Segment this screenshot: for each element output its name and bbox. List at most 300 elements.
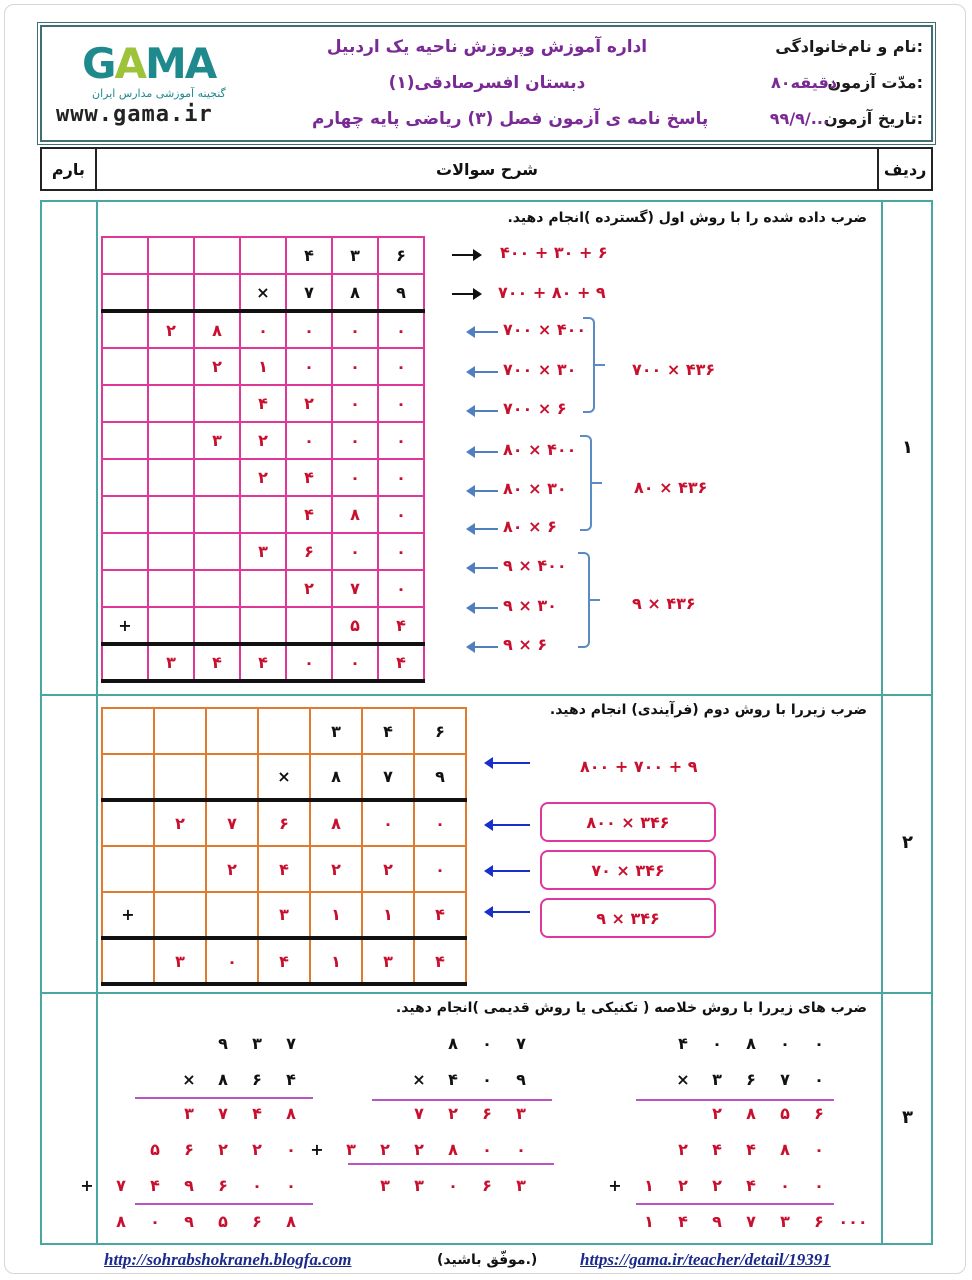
q3-digit: ۷ bbox=[746, 1212, 756, 1231]
grid-cell bbox=[154, 892, 206, 938]
group-brace bbox=[583, 317, 595, 413]
grid-cell: ۳ bbox=[148, 644, 194, 681]
grid-cell bbox=[206, 892, 258, 938]
q3-digit: ۵ bbox=[218, 1212, 228, 1231]
sum-line bbox=[135, 1097, 313, 1099]
date-value: ۹۹/۹/... bbox=[769, 109, 829, 128]
q3-digit: ۴ bbox=[678, 1212, 688, 1231]
q3-digit: ۳ bbox=[380, 1176, 390, 1195]
q3-digit: + bbox=[80, 1176, 94, 1195]
q3-digit: ۰ bbox=[780, 1034, 790, 1053]
q1-group: ۸۰ × ۴۳۶ bbox=[634, 478, 708, 497]
q3-digit: × bbox=[182, 1070, 196, 1089]
duration-label: مدّت آزمون: bbox=[827, 73, 923, 92]
left-arrow-icon bbox=[468, 528, 498, 530]
grid-cell: ۰ bbox=[414, 846, 466, 892]
grid-cell: ۱ bbox=[310, 938, 362, 984]
q3-row bbox=[436, 1034, 538, 1053]
q3-digit: ۰ bbox=[814, 1140, 824, 1159]
q3-digit: ۰ bbox=[814, 1176, 824, 1195]
q3-digit: ۴ bbox=[448, 1070, 458, 1089]
q3-digit: ۰ bbox=[482, 1034, 492, 1053]
grid-cell: ۰ bbox=[332, 533, 378, 570]
grid-cell bbox=[102, 459, 148, 496]
grid-row bbox=[102, 459, 424, 496]
q3-digit: ۰۰۰ bbox=[838, 1212, 868, 1231]
grid-cell: ۰ bbox=[378, 348, 424, 385]
q3-row bbox=[138, 1140, 308, 1159]
q3-digit: ۸ bbox=[116, 1212, 126, 1231]
grid-cell bbox=[102, 348, 148, 385]
q2-partial-box: ۷۰ × ۳۴۶ bbox=[540, 850, 716, 890]
grid-row bbox=[102, 708, 466, 754]
grid-row bbox=[102, 422, 424, 459]
grid-cell: ۷ bbox=[332, 570, 378, 607]
grid-cell: + bbox=[102, 892, 154, 938]
grid-cell bbox=[258, 708, 310, 754]
q3-digit: ۸ bbox=[780, 1140, 790, 1159]
q3-digit: ۰ bbox=[516, 1140, 526, 1159]
q3-digit: ۰ bbox=[286, 1176, 296, 1195]
grid-cell: × bbox=[258, 754, 310, 800]
q3-digit: ۰ bbox=[252, 1176, 262, 1195]
row-column-header: ردیف bbox=[877, 149, 931, 189]
right-arrow-icon bbox=[452, 293, 480, 295]
grid-cell bbox=[194, 237, 240, 274]
q3-digit: ۰ bbox=[448, 1176, 458, 1195]
q3-digit: ۱ bbox=[644, 1176, 654, 1195]
grid-cell bbox=[206, 754, 258, 800]
grid-cell: ۲ bbox=[310, 846, 362, 892]
q1-partial: ۷۰۰ × ۴۰۰ bbox=[503, 320, 587, 339]
grid-cell bbox=[240, 570, 286, 607]
grid-cell bbox=[240, 496, 286, 533]
q3-digit: ۱ bbox=[644, 1212, 654, 1231]
grid-cell: ۶ bbox=[286, 533, 332, 570]
grid-cell: ۰ bbox=[286, 422, 332, 459]
left-arrow-icon bbox=[486, 762, 530, 764]
grid-cell: ۴ bbox=[286, 496, 332, 533]
q3-digit: ۹ bbox=[184, 1176, 194, 1195]
grid-row bbox=[102, 846, 466, 892]
grid-cell bbox=[194, 459, 240, 496]
grid-cell: ۰ bbox=[286, 311, 332, 348]
grid-cell: ۲ bbox=[194, 348, 240, 385]
grid-cell: ۴ bbox=[378, 644, 424, 681]
q3-digit: ۴ bbox=[746, 1140, 756, 1159]
grid-cell bbox=[154, 708, 206, 754]
grid-cell: ۹ bbox=[414, 754, 466, 800]
grid-cell bbox=[102, 311, 148, 348]
grid-cell bbox=[148, 607, 194, 644]
q3-digit: ۶ bbox=[184, 1140, 194, 1159]
q3-digit: ۰ bbox=[482, 1140, 492, 1159]
q3-digit: ۴ bbox=[286, 1070, 296, 1089]
grid-cell: ۰ bbox=[332, 644, 378, 681]
grid-cell bbox=[286, 607, 332, 644]
grid-cell: ۹ bbox=[378, 274, 424, 311]
grid-cell: ۴ bbox=[258, 846, 310, 892]
grid-cell: ۰ bbox=[378, 385, 424, 422]
question-text: ضرب داده شده را با روش اول (گسترده )انجام دهید. bbox=[507, 210, 867, 226]
grid-cell: ۰ bbox=[206, 938, 258, 984]
sum-line bbox=[372, 1099, 552, 1101]
q3-digit: ۲ bbox=[218, 1140, 228, 1159]
blog-link[interactable]: http://sohrabshokraneh.blogfa.com bbox=[104, 1250, 352, 1269]
description-column-header: شرح سوالات bbox=[95, 149, 877, 189]
grid-cell: ۴ bbox=[286, 237, 332, 274]
q1-expansion: ۴۰۰ + ۳۰ + ۶ bbox=[500, 243, 608, 262]
group-brace bbox=[578, 552, 590, 648]
grid-cell: ۴ bbox=[414, 892, 466, 938]
q3-digit: ۲ bbox=[448, 1104, 458, 1123]
left-arrow-icon bbox=[468, 371, 498, 373]
name-label: نام و نام‌خانوادگی: bbox=[775, 37, 923, 56]
q1-group: ۷۰۰ × ۴۳۶ bbox=[632, 360, 716, 379]
grid-cell bbox=[102, 533, 148, 570]
question-text: ضرب های زیررا با روش خلاصه ( تکنیکی یا روش قدیمی )انجام دهید. bbox=[395, 1000, 867, 1016]
q3-digit: ۰ bbox=[814, 1034, 824, 1053]
q3-digit: ۰ bbox=[150, 1212, 160, 1231]
grid-cell: ۰ bbox=[378, 533, 424, 570]
grid-cell bbox=[148, 459, 194, 496]
grid-cell bbox=[102, 385, 148, 422]
grid-cell: ۶ bbox=[258, 800, 310, 846]
grid-cell: ۰ bbox=[414, 800, 466, 846]
q3-digit: × bbox=[676, 1070, 690, 1089]
grid-cell: ۳ bbox=[154, 938, 206, 984]
grid-cell: ۴ bbox=[414, 938, 466, 984]
grid-cell: ۰ bbox=[240, 311, 286, 348]
q3-digit: + bbox=[310, 1140, 324, 1159]
grid-row bbox=[102, 570, 424, 607]
grid-cell: ۱ bbox=[240, 348, 286, 385]
grid-cell bbox=[148, 274, 194, 311]
q3-digit: ۸ bbox=[218, 1070, 228, 1089]
grid-cell: ۳ bbox=[240, 533, 286, 570]
grid-cell: ۳ bbox=[332, 237, 378, 274]
grid-row bbox=[102, 496, 424, 533]
grid-cell: ۷ bbox=[206, 800, 258, 846]
grid-row bbox=[102, 274, 424, 311]
right-arrow-icon bbox=[452, 254, 480, 256]
left-arrow-icon bbox=[468, 607, 498, 609]
grid-cell bbox=[102, 274, 148, 311]
grid-cell bbox=[194, 570, 240, 607]
q2-partial-box: ۸۰۰ × ۳۴۶ bbox=[540, 802, 716, 842]
q3-digit: ۹ bbox=[184, 1212, 194, 1231]
grid-row bbox=[102, 348, 424, 385]
left-arrow-icon bbox=[468, 567, 498, 569]
grid-row bbox=[102, 892, 466, 938]
grid-cell bbox=[154, 754, 206, 800]
q3-row bbox=[172, 1070, 308, 1089]
q3-digit: ۶ bbox=[482, 1176, 492, 1195]
q3-digit: ۶ bbox=[746, 1070, 756, 1089]
q1-multiplication-grid bbox=[101, 236, 425, 683]
grid-cell: ۶ bbox=[414, 708, 466, 754]
q3-digit: ۳ bbox=[516, 1176, 526, 1195]
grid-cell: ۴ bbox=[378, 607, 424, 644]
q3-digit: ۲ bbox=[414, 1140, 424, 1159]
grid-cell bbox=[102, 496, 148, 533]
question-number: ۲ bbox=[902, 832, 913, 853]
left-arrow-icon bbox=[468, 410, 498, 412]
q1-group: ۹ × ۴۳۶ bbox=[632, 594, 696, 613]
grid-cell: ۱ bbox=[362, 892, 414, 938]
grid-cell: ۰ bbox=[332, 385, 378, 422]
grid-cell: ۴ bbox=[194, 644, 240, 681]
grid-cell: ۴ bbox=[240, 385, 286, 422]
q3-digit: ۴ bbox=[252, 1104, 262, 1123]
grid-cell bbox=[148, 570, 194, 607]
q3-digit: ۷ bbox=[516, 1034, 526, 1053]
grid-cell: ۰ bbox=[286, 348, 332, 385]
q2-expansion: ۸۰۰ + ۷۰۰ + ۹ bbox=[580, 757, 698, 776]
grid-row bbox=[102, 385, 424, 422]
duration-value: ۸۰دقیقه bbox=[771, 73, 837, 92]
q3-digit: ۸ bbox=[746, 1104, 756, 1123]
grid-cell: ۳ bbox=[258, 892, 310, 938]
sum-line bbox=[636, 1099, 834, 1101]
q3-digit: ۲ bbox=[678, 1176, 688, 1195]
q3-digit: ۹ bbox=[218, 1034, 228, 1053]
exam-title: پاسخ نامه ی آزمون فصل (۳) ریاضی پایه چهارم bbox=[312, 109, 709, 129]
q3-row bbox=[300, 1140, 538, 1159]
q3-digit: ۸ bbox=[448, 1140, 458, 1159]
grid-cell: + bbox=[102, 607, 148, 644]
left-arrow-icon bbox=[486, 824, 530, 826]
grid-cell: ۴ bbox=[286, 459, 332, 496]
grid-cell bbox=[194, 385, 240, 422]
grid-cell bbox=[194, 496, 240, 533]
q1-partial: ۷۰۰ × ۶ bbox=[503, 399, 567, 418]
q3-digit: ۴ bbox=[746, 1176, 756, 1195]
grid-row bbox=[102, 533, 424, 570]
grid-cell: ۲ bbox=[206, 846, 258, 892]
q3-digit: ۳ bbox=[252, 1034, 262, 1053]
question-number: ۳ bbox=[902, 1107, 913, 1128]
grid-cell: ۸ bbox=[332, 274, 378, 311]
left-arrow-icon bbox=[486, 870, 530, 872]
grid-row bbox=[102, 644, 424, 681]
office-title: اداره آموزش وپروزش ناحیه یک اردبیل bbox=[326, 37, 648, 57]
q2-partial-box: ۹ × ۳۴۶ bbox=[540, 898, 716, 938]
grid-row bbox=[102, 311, 424, 348]
grid-cell: ۲ bbox=[286, 570, 332, 607]
q3-row bbox=[172, 1104, 308, 1123]
grid-cell: ۲ bbox=[240, 422, 286, 459]
q3-digit: ۸ bbox=[746, 1034, 756, 1053]
q3-digit: ۴ bbox=[678, 1034, 688, 1053]
q3-digit: ۹ bbox=[516, 1070, 526, 1089]
q3-digit: ۳ bbox=[414, 1176, 424, 1195]
q3-digit: ۰ bbox=[712, 1034, 722, 1053]
grid-cell: ۳ bbox=[310, 708, 362, 754]
grid-row bbox=[102, 237, 424, 274]
grid-cell bbox=[148, 533, 194, 570]
grid-cell: ۲ bbox=[286, 385, 332, 422]
grid-cell: ۰ bbox=[378, 422, 424, 459]
q3-digit: ۹ bbox=[712, 1212, 722, 1231]
q3-digit: ۰ bbox=[780, 1176, 790, 1195]
left-arrow-icon bbox=[468, 490, 498, 492]
grid-cell bbox=[148, 348, 194, 385]
grid-cell: × bbox=[240, 274, 286, 311]
q3-digit: ۷ bbox=[286, 1034, 296, 1053]
group-brace bbox=[580, 435, 592, 531]
q3-digit: ۷ bbox=[414, 1104, 424, 1123]
q3-digit: ۶ bbox=[814, 1212, 824, 1231]
left-arrow-icon bbox=[486, 911, 530, 913]
grid-cell bbox=[102, 846, 154, 892]
grid-cell: ۱ bbox=[310, 892, 362, 938]
q3-row bbox=[104, 1212, 308, 1231]
q3-digit: ۸ bbox=[448, 1034, 458, 1053]
grid-cell: ۰ bbox=[332, 459, 378, 496]
q3-row bbox=[598, 1176, 836, 1195]
question-number: ۱ bbox=[902, 437, 913, 458]
grid-cell bbox=[194, 533, 240, 570]
question-text: ضرب زیررا با روش دوم (فرآیندی) انجام دهید. bbox=[549, 702, 867, 718]
grid-cell bbox=[194, 607, 240, 644]
grid-row bbox=[102, 754, 466, 800]
grid-cell: ۶ bbox=[378, 237, 424, 274]
grid-row bbox=[102, 800, 466, 846]
grid-cell: ۴ bbox=[258, 938, 310, 984]
q3-digit: ۶ bbox=[252, 1070, 262, 1089]
q3-row bbox=[700, 1104, 836, 1123]
grid-cell bbox=[240, 607, 286, 644]
logo-subtitle: گنجینه آموزشی مدارس ایران bbox=[92, 87, 226, 100]
q1-partial: ۹ × ۴۰۰ bbox=[503, 556, 567, 575]
q3-digit: ۳ bbox=[516, 1104, 526, 1123]
grid-row bbox=[102, 607, 424, 644]
grid-cell: ۰ bbox=[378, 311, 424, 348]
grid-cell: ۷ bbox=[362, 754, 414, 800]
grid-cell bbox=[148, 496, 194, 533]
q3-digit: ۴ bbox=[712, 1140, 722, 1159]
q3-row bbox=[206, 1034, 308, 1053]
q3-digit: ۲ bbox=[252, 1140, 262, 1159]
grid-cell: ۳ bbox=[362, 938, 414, 984]
q3-digit: ۵ bbox=[780, 1104, 790, 1123]
grid-cell bbox=[194, 274, 240, 311]
q3-digit: + bbox=[608, 1176, 622, 1195]
q3-digit: ۳ bbox=[780, 1212, 790, 1231]
q3-digit: ۶ bbox=[218, 1176, 228, 1195]
grid-cell bbox=[148, 422, 194, 459]
grid-cell: ۲ bbox=[154, 800, 206, 846]
q1-partial: ۸۰ × ۴۰۰ bbox=[503, 440, 577, 459]
grid-cell: ۸ bbox=[332, 496, 378, 533]
q3-digit: ۲ bbox=[712, 1104, 722, 1123]
q3-digit: ۳ bbox=[184, 1104, 194, 1123]
grid-row bbox=[102, 938, 466, 984]
q3-row bbox=[632, 1212, 870, 1231]
q3-row bbox=[666, 1070, 836, 1089]
q3-digit: ۷ bbox=[218, 1104, 228, 1123]
grid-cell: ۲ bbox=[362, 846, 414, 892]
q3-digit: ۴ bbox=[150, 1176, 160, 1195]
q3-row bbox=[402, 1104, 538, 1123]
q3-digit: ۲ bbox=[380, 1140, 390, 1159]
sum-line bbox=[348, 1163, 554, 1165]
score-column-header: بارم bbox=[51, 159, 85, 179]
q3-digit: × bbox=[412, 1070, 426, 1089]
grid-cell bbox=[206, 708, 258, 754]
q3-row bbox=[666, 1034, 836, 1053]
q2-multiplication-grid bbox=[101, 707, 467, 986]
q3-row bbox=[368, 1176, 538, 1195]
grid-cell: ۴ bbox=[240, 644, 286, 681]
left-arrow-icon bbox=[468, 646, 498, 648]
grid-cell bbox=[102, 570, 148, 607]
grid-cell: ۸ bbox=[310, 754, 362, 800]
grid-cell: ۰ bbox=[286, 644, 332, 681]
grid-cell: ۰ bbox=[378, 459, 424, 496]
grid-cell: ۰ bbox=[332, 422, 378, 459]
grid-cell: ۰ bbox=[332, 311, 378, 348]
grid-cell bbox=[148, 237, 194, 274]
grid-cell: ۰ bbox=[378, 496, 424, 533]
grid-cell bbox=[102, 422, 148, 459]
q1-partial: ۹ × ۳۰ bbox=[503, 596, 557, 615]
grid-cell: ۴ bbox=[362, 708, 414, 754]
q1-partial: ۸۰ × ۳۰ bbox=[503, 479, 567, 498]
q3-digit: ۶ bbox=[814, 1104, 824, 1123]
grid-cell: ۵ bbox=[332, 607, 378, 644]
grid-cell: ۰ bbox=[378, 570, 424, 607]
grid-cell: ۷ bbox=[286, 274, 332, 311]
q1-partial: ۸۰ × ۶ bbox=[503, 517, 557, 536]
grid-cell: ۲ bbox=[240, 459, 286, 496]
grid-cell: ۳ bbox=[194, 422, 240, 459]
q3-row bbox=[402, 1070, 538, 1089]
grid-cell bbox=[102, 237, 148, 274]
q3-digit: ۶ bbox=[482, 1104, 492, 1123]
q3-digit: ۷ bbox=[780, 1070, 790, 1089]
grid-cell bbox=[148, 385, 194, 422]
grid-cell: ۰ bbox=[362, 800, 414, 846]
q3-digit: ۰ bbox=[814, 1070, 824, 1089]
school-title: دبستان افسرصادقی(۱) bbox=[388, 73, 586, 93]
q3-digit: ۶ bbox=[252, 1212, 262, 1231]
grid-cell: ۸ bbox=[310, 800, 362, 846]
grid-cell bbox=[154, 846, 206, 892]
date-label: تاریخ آزمون: bbox=[823, 109, 923, 128]
grid-cell bbox=[102, 938, 154, 984]
q1-partial: ۷۰۰ × ۳۰ bbox=[503, 360, 577, 379]
logo-wordmark: GAMA bbox=[82, 39, 216, 88]
exam-header bbox=[40, 25, 933, 142]
q3-digit: ۳ bbox=[346, 1140, 356, 1159]
grid-cell: ۰ bbox=[332, 348, 378, 385]
gama-logo bbox=[62, 39, 252, 109]
grid-cell: ۸ bbox=[194, 311, 240, 348]
grid-cell bbox=[102, 644, 148, 681]
website-text: www.gama.ir bbox=[56, 102, 213, 127]
gama-teacher-link[interactable]: https://gama.ir/teacher/detail/19391 bbox=[580, 1250, 831, 1269]
q3-digit: ۷ bbox=[116, 1176, 126, 1195]
sum-line bbox=[135, 1203, 313, 1205]
q3-digit: ۳ bbox=[712, 1070, 722, 1089]
grid-cell bbox=[102, 800, 154, 846]
q3-digit: ۰ bbox=[286, 1140, 296, 1159]
grid-cell bbox=[102, 754, 154, 800]
left-arrow-icon bbox=[468, 451, 498, 453]
grid-cell bbox=[240, 237, 286, 274]
